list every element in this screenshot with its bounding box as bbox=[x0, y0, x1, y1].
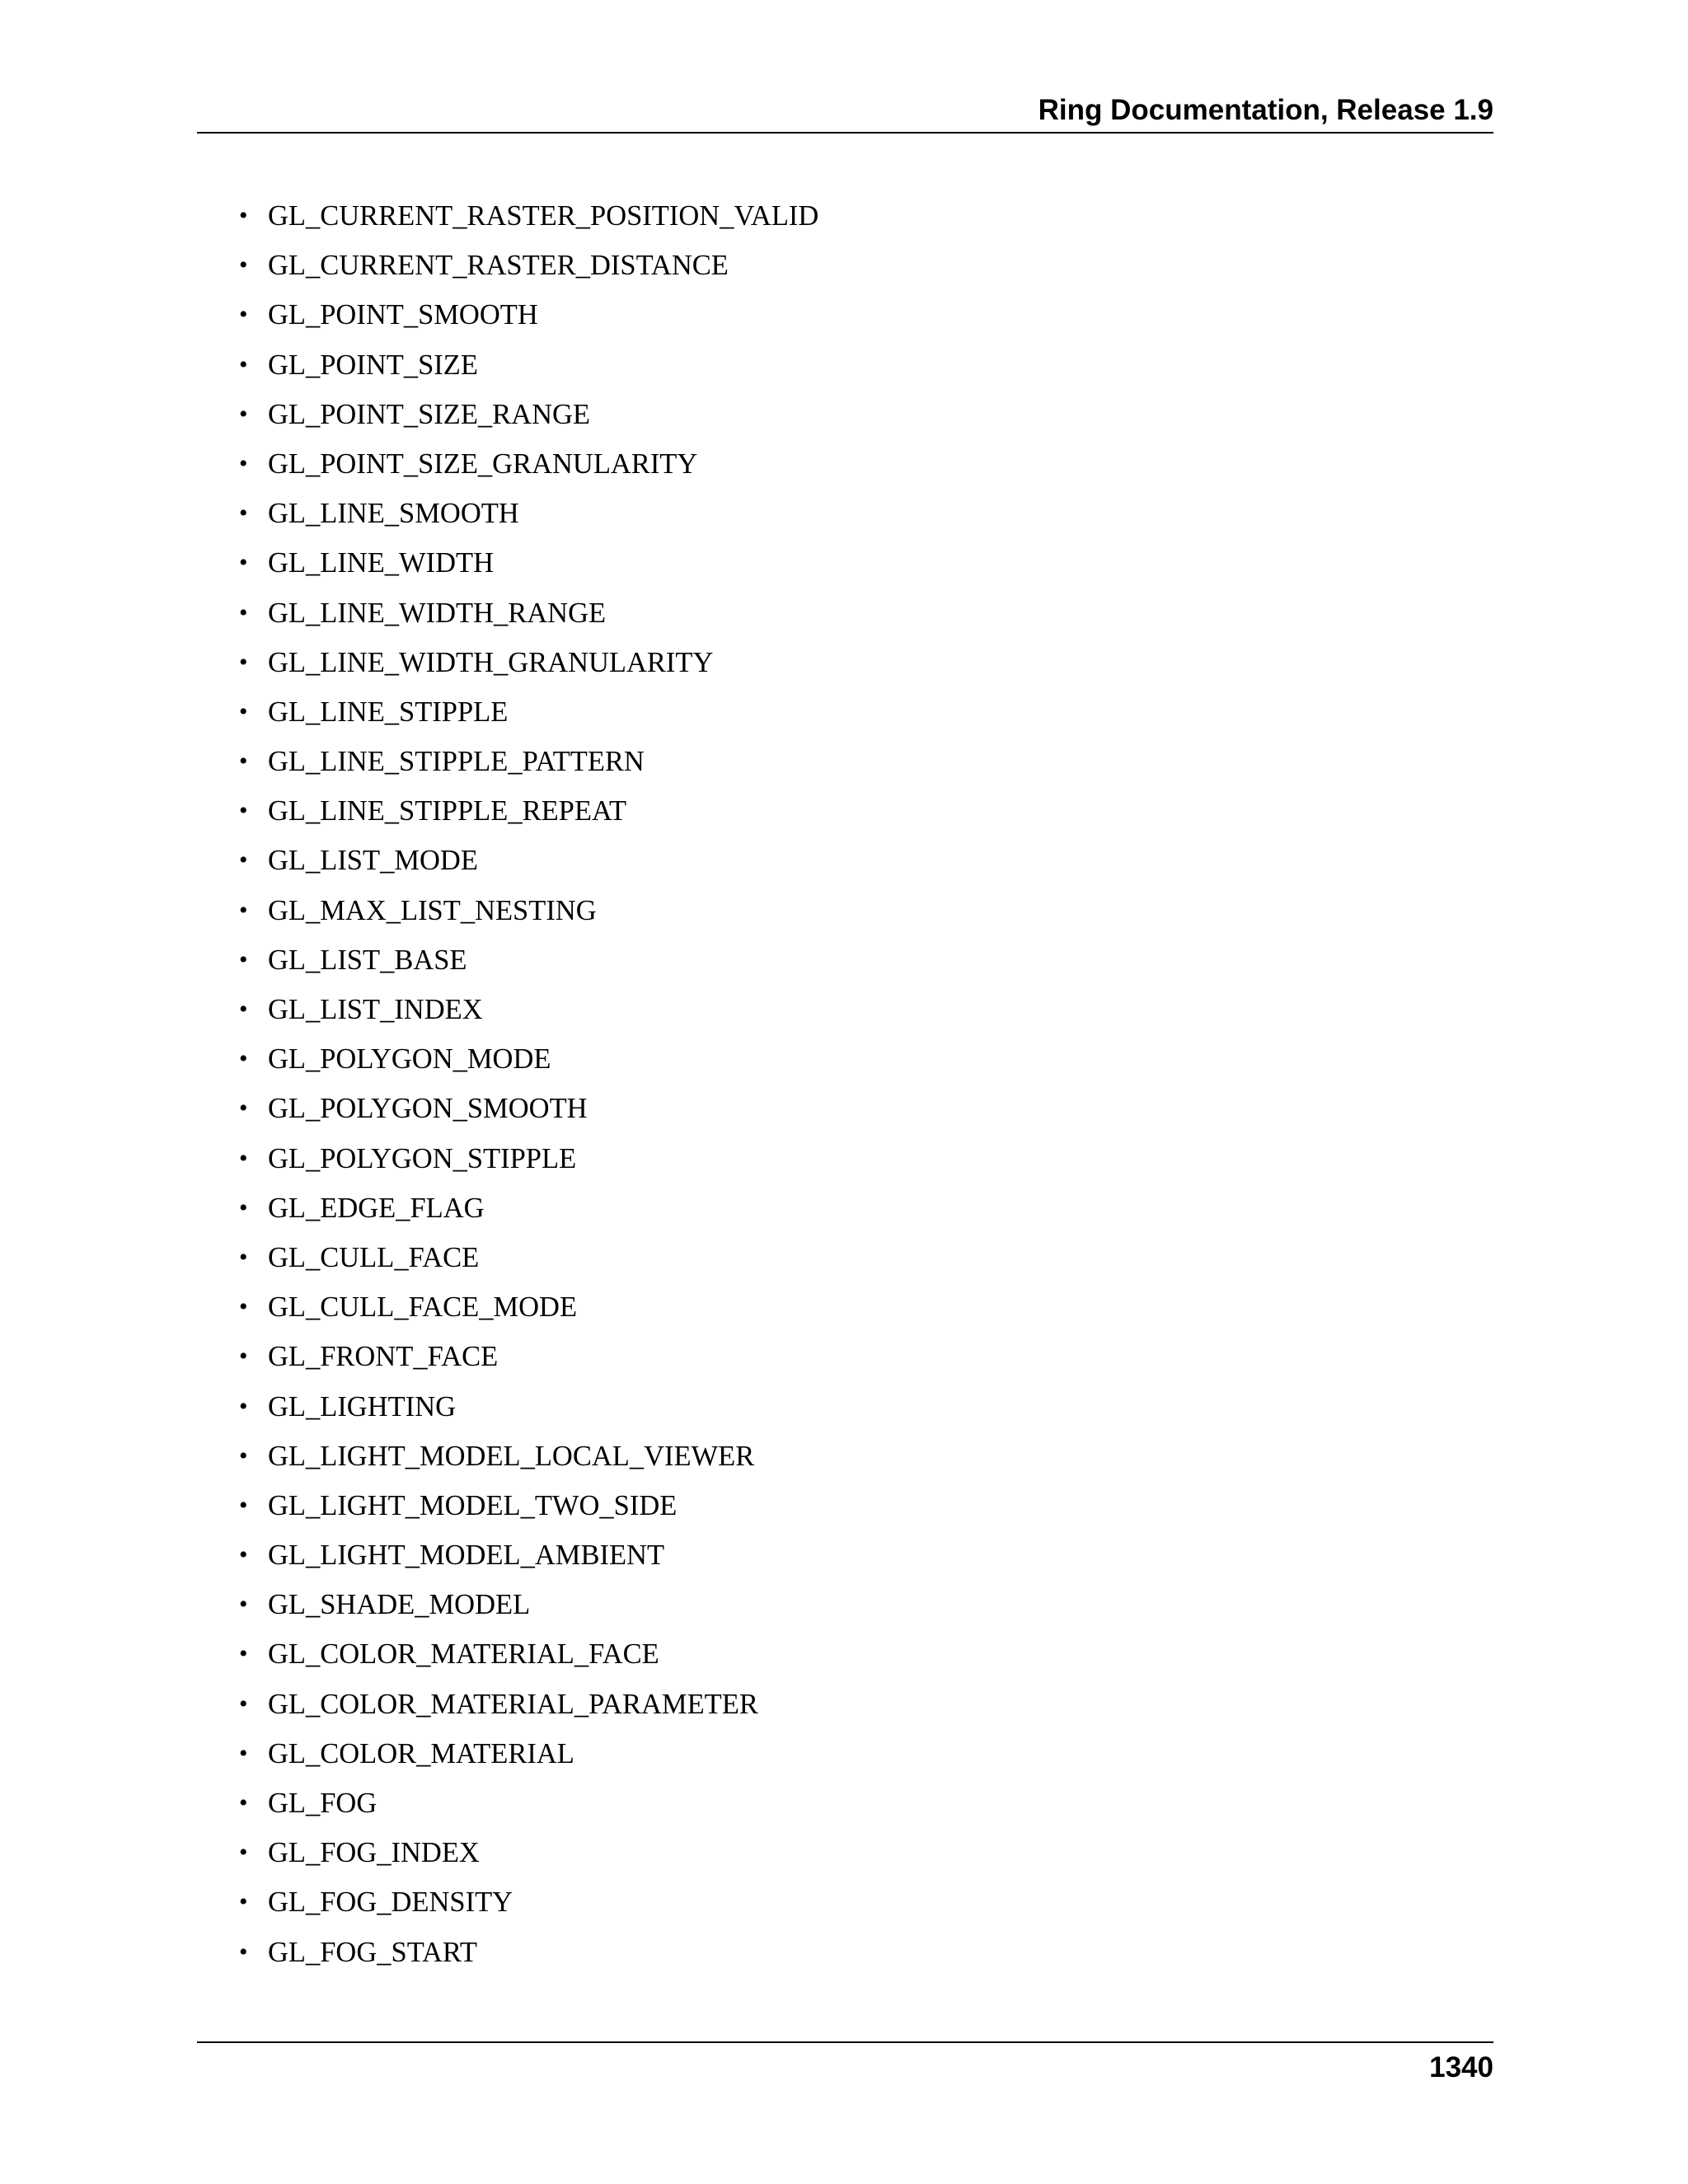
list-item bbox=[239, 340, 818, 390]
list-item-text: GL_LIGHT_MODEL_TWO_SIDE bbox=[268, 1489, 678, 1521]
list-item bbox=[239, 1282, 818, 1332]
list-item bbox=[239, 290, 818, 340]
list-item bbox=[239, 1332, 818, 1381]
list-item bbox=[239, 786, 818, 836]
bullet-icon: • bbox=[239, 748, 248, 776]
list-item-text: GL_LIGHT_MODEL_LOCAL_VIEWER bbox=[268, 1440, 755, 1472]
bullet-icon: • bbox=[239, 1243, 248, 1271]
bullet-icon: • bbox=[239, 598, 248, 626]
list-item bbox=[239, 1629, 818, 1679]
bullet-icon: • bbox=[239, 1491, 248, 1519]
list-item bbox=[239, 241, 818, 290]
bullet-icon: • bbox=[239, 1045, 248, 1073]
list-item bbox=[239, 836, 818, 885]
bullet-icon: • bbox=[239, 202, 248, 229]
bullet-icon: • bbox=[239, 1591, 248, 1619]
list-item-text: GL_LINE_STIPPLE_REPEAT bbox=[268, 795, 627, 827]
bullet-icon: • bbox=[239, 1739, 248, 1767]
list-item bbox=[239, 1530, 818, 1580]
list-item bbox=[239, 1382, 818, 1432]
list-item bbox=[239, 1580, 818, 1629]
bullet-icon: • bbox=[239, 1789, 248, 1816]
bullet-icon: • bbox=[239, 1839, 248, 1867]
list-item bbox=[239, 886, 818, 935]
bullet-icon: • bbox=[239, 697, 248, 725]
list-item-text: GL_FOG_START bbox=[268, 1936, 477, 1968]
list-item-text: GL_POINT_SIZE_GRANULARITY bbox=[268, 448, 698, 480]
page-header bbox=[197, 89, 1493, 134]
list-item-text: GL_POLYGON_SMOOTH bbox=[268, 1093, 588, 1125]
bullet-icon: • bbox=[239, 1541, 248, 1569]
list-item-text: GL_CURRENT_RASTER_DISTANCE bbox=[268, 250, 729, 282]
list-item-text: GL_POINT_SIZE bbox=[268, 349, 478, 381]
list-item-text: GL_LINE_STIPPLE bbox=[268, 696, 509, 728]
page-footer bbox=[197, 2041, 1493, 2093]
list-item bbox=[239, 935, 818, 985]
list-item bbox=[239, 390, 818, 439]
list-item-text: GL_LIGHT_MODEL_AMBIENT bbox=[268, 1540, 665, 1572]
bullet-icon: • bbox=[239, 1938, 248, 1966]
list-item bbox=[239, 538, 818, 588]
list-item-text: GL_COLOR_MATERIAL_FACE bbox=[268, 1638, 659, 1671]
bullet-icon: • bbox=[239, 1392, 248, 1420]
list-item-text: GL_EDGE_FLAG bbox=[268, 1192, 485, 1224]
list-item bbox=[239, 588, 818, 638]
list-item bbox=[239, 687, 818, 737]
list-item-text: GL_LINE_WIDTH_GRANULARITY bbox=[268, 646, 714, 678]
list-item-text: GL_LINE_WIDTH bbox=[268, 547, 494, 579]
list-item-text: GL_CULL_FACE_MODE bbox=[268, 1291, 578, 1324]
bullet-icon: • bbox=[239, 251, 248, 279]
list-item bbox=[239, 1134, 818, 1183]
bullet-icon: • bbox=[239, 648, 248, 676]
bullet-icon: • bbox=[239, 350, 248, 378]
list-item-text: GL_LINE_WIDTH_RANGE bbox=[268, 597, 607, 629]
constant-list bbox=[239, 191, 818, 1977]
bullet-icon: • bbox=[239, 945, 248, 973]
bullet-icon: • bbox=[239, 400, 248, 428]
list-item-text: GL_LIGHTING bbox=[268, 1390, 457, 1422]
list-item-text: GL_POLYGON_MODE bbox=[268, 1043, 551, 1076]
list-item bbox=[239, 1432, 818, 1481]
bullet-icon: • bbox=[239, 301, 248, 329]
list-item-text: GL_FRONT_FACE bbox=[268, 1341, 499, 1373]
list-item bbox=[239, 737, 818, 786]
bullet-icon: • bbox=[239, 1144, 248, 1172]
list-item bbox=[239, 1877, 818, 1927]
list-item bbox=[239, 1233, 818, 1282]
list-item-text: GL_LIST_MODE bbox=[268, 845, 478, 877]
list-item-text: GL_FOG bbox=[268, 1788, 377, 1819]
bullet-icon: • bbox=[239, 1293, 248, 1321]
list-item-text: GL_LIST_INDEX bbox=[268, 994, 483, 1025]
list-item bbox=[239, 191, 818, 241]
list-item bbox=[239, 985, 818, 1034]
bullet-icon: • bbox=[239, 1888, 248, 1916]
list-item-text: GL_FOG_DENSITY bbox=[268, 1886, 513, 1919]
list-item bbox=[239, 1928, 818, 1977]
bullet-icon: • bbox=[239, 1441, 248, 1469]
list-item bbox=[239, 1828, 818, 1877]
list-item bbox=[239, 638, 818, 687]
list-item-text: GL_CURRENT_RASTER_POSITION_VALID bbox=[268, 200, 819, 232]
list-item-text: GL_COLOR_MATERIAL bbox=[268, 1737, 574, 1769]
page-number: 1340 bbox=[1429, 2051, 1493, 2083]
bullet-icon: • bbox=[239, 896, 248, 924]
bullet-icon: • bbox=[239, 846, 248, 874]
list-item bbox=[239, 1779, 818, 1828]
list-item bbox=[239, 1481, 818, 1530]
list-item-text: GL_SHADE_MODEL bbox=[268, 1589, 531, 1621]
list-item-text: GL_COLOR_MATERIAL_PARAMETER bbox=[268, 1688, 758, 1720]
list-item-text: GL_LIST_BASE bbox=[268, 944, 467, 976]
list-item-text: GL_MAX_LIST_NESTING bbox=[268, 894, 597, 926]
list-item-text: GL_LINE_STIPPLE_PATTERN bbox=[268, 746, 645, 778]
bullet-icon: • bbox=[239, 449, 248, 477]
list-item bbox=[239, 1183, 818, 1233]
bullet-icon: • bbox=[239, 1094, 248, 1122]
bullet-icon: • bbox=[239, 499, 248, 527]
bullet-icon: • bbox=[239, 549, 248, 577]
bullet-icon: • bbox=[239, 1193, 248, 1221]
list-item-text: GL_POLYGON_STIPPLE bbox=[268, 1142, 577, 1174]
list-item-text: GL_CULL_FACE bbox=[268, 1241, 480, 1273]
list-item-text: GL_POINT_SIZE_RANGE bbox=[268, 398, 590, 430]
list-item bbox=[239, 1729, 818, 1779]
bullet-icon: • bbox=[239, 996, 248, 1023]
list-item bbox=[239, 1034, 818, 1084]
list-item bbox=[239, 1680, 818, 1729]
list-item bbox=[239, 439, 818, 489]
list-item-text: GL_FOG_INDEX bbox=[268, 1837, 480, 1869]
list-item bbox=[239, 1084, 818, 1133]
bullet-icon: • bbox=[239, 1690, 248, 1718]
bullet-icon: • bbox=[239, 797, 248, 825]
list-item-text: GL_LINE_SMOOTH bbox=[268, 498, 519, 530]
bullet-icon: • bbox=[239, 1343, 248, 1371]
bullet-icon: • bbox=[239, 1640, 248, 1668]
list-item-text: GL_POINT_SMOOTH bbox=[268, 299, 538, 331]
list-item bbox=[239, 489, 818, 538]
document-title: Ring Documentation, Release 1.9 bbox=[1038, 94, 1493, 126]
